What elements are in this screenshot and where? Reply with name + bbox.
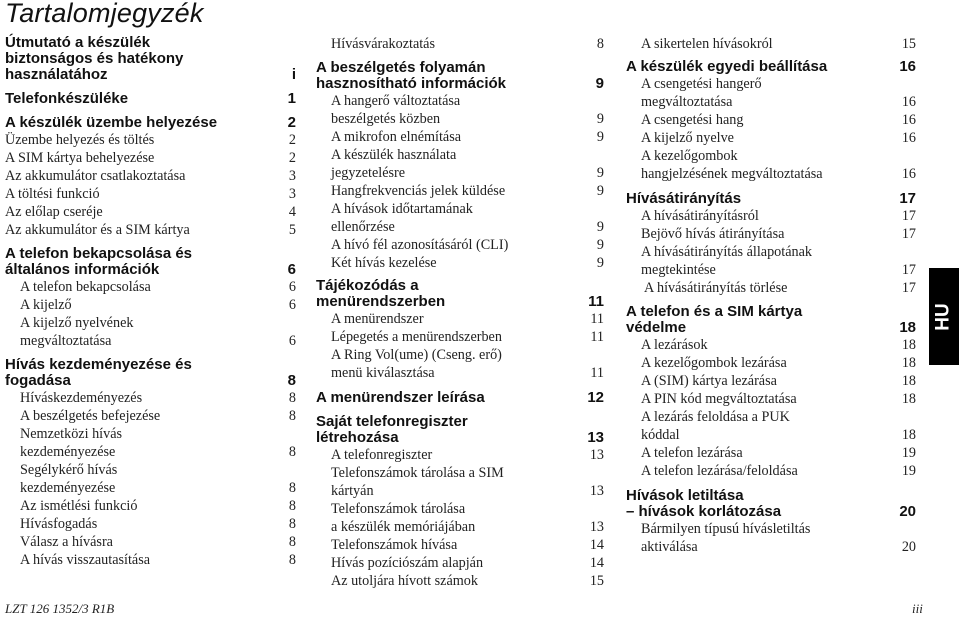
toc-entry: [626, 372, 916, 390]
toc-entry: [316, 200, 604, 236]
toc-entry: [626, 243, 916, 279]
toc-page-number: 8: [288, 408, 296, 424]
toc-entry: [5, 497, 296, 515]
toc-page-number: 20: [901, 539, 916, 555]
toc-entry: [316, 128, 604, 146]
toc-entry-text: Bármilyen típusú hívásletiltás aktiválása: [641, 521, 811, 555]
toc-heading-text: A beszélgetés folyamán hasznosítható információk: [316, 59, 507, 92]
toc-entry-text: A lezárások: [641, 337, 708, 353]
toc-page-number: 18: [901, 427, 916, 443]
toc-entry-text: A hívó fél azonosításáról (CLI): [331, 237, 509, 253]
toc-entry-text: A hívások időtartamának ellenőrzése: [331, 201, 473, 235]
toc-entry-text: A töltési funkció: [5, 186, 100, 202]
toc-page-number: 5: [288, 222, 296, 238]
toc-page-number: 8: [288, 534, 296, 550]
toc-entry: [5, 185, 296, 203]
toc-section-heading: [5, 35, 296, 83]
toc-entry: [626, 336, 916, 354]
toc-page-number: 17: [901, 226, 916, 242]
footer-page-number: iii: [912, 601, 923, 616]
toc-entry: [626, 279, 916, 297]
toc-entry: [5, 425, 296, 461]
toc-page-number: 16: [901, 166, 916, 182]
toc-entry: [316, 536, 604, 554]
toc-entry-text: A telefonregiszter: [331, 447, 433, 463]
toc-heading-text: Hívások letiltása – hívások korlátozása: [626, 487, 782, 520]
toc-entry-text: A (SIM) kártya lezárása: [641, 373, 777, 389]
toc-section-heading: [316, 390, 604, 406]
toc-page-number: 18: [901, 337, 916, 353]
toc-entry: [626, 225, 916, 243]
toc-page-number: 18: [901, 355, 916, 371]
toc-entry-text: Két hívás kezelése: [331, 255, 437, 271]
toc-entry-text: A hívásátirányításról: [641, 208, 759, 224]
toc-entry: [5, 533, 296, 551]
toc-page-number: 8: [288, 480, 296, 496]
toc-entry: [5, 389, 296, 407]
toc-entry-text: A lezárás feloldása a PUK kóddal: [641, 409, 790, 443]
toc-page-number: i: [291, 66, 296, 83]
toc-entry-text: Válasz a hívásra: [20, 534, 113, 550]
toc-entry-text: A beszélgetés befejezése: [20, 408, 161, 424]
toc-page-number: 9: [596, 111, 604, 127]
toc-page-number: 6: [288, 279, 296, 295]
toc-entry: [626, 408, 916, 444]
toc-entry-text: A hangerő változtatása beszélgetés közben: [331, 93, 461, 127]
toc-entry-text: A mikrofon elnémítása: [331, 129, 462, 145]
toc-page-number: 18: [899, 319, 916, 336]
toc-entry: [316, 236, 604, 254]
toc-entry: [5, 551, 296, 569]
footer-doc-id: LZT 126 1352/3 R1B: [5, 601, 115, 616]
toc-column-3: [626, 35, 916, 556]
toc-heading-text: A készülék üzembe helyezése: [5, 114, 218, 131]
page-title: Tartalomjegyzék: [5, 0, 204, 28]
toc-entry: [626, 207, 916, 225]
toc-entry-text: A hívásátirányítás törlése: [644, 280, 788, 296]
toc-section-heading: [5, 115, 296, 131]
toc-entry: [316, 310, 604, 328]
toc-entry: [316, 182, 604, 200]
toc-entry-text: Telefonszámok tárolása a SIM kártyán: [331, 465, 504, 499]
toc-page-number: 8: [596, 36, 604, 52]
toc-entry: [316, 572, 604, 590]
toc-entry: [316, 500, 604, 536]
toc-page-number: 18: [901, 373, 916, 389]
toc-heading-text: Útmutató a készülék biztonságos és hatékony használatához: [5, 34, 184, 83]
toc-entry-text: Telefonszámok tárolása a készülék memóriájában: [331, 501, 476, 535]
toc-page-number: 6: [288, 333, 296, 349]
toc-page-number: 2: [288, 150, 296, 166]
toc-entry-text: A telefon lezárása: [641, 445, 743, 461]
toc-entry-text: A kijelző nyelvének megváltoztatása: [20, 315, 134, 349]
toc-heading-text: A telefon bekapcsolása és általános információk: [5, 245, 193, 278]
toc-entry: [5, 461, 296, 497]
toc-entry: [626, 35, 916, 53]
toc-entry: [5, 167, 296, 185]
toc-page-number: 16: [901, 112, 916, 128]
toc-entry: [316, 554, 604, 572]
toc-page-number: 14: [589, 537, 604, 553]
toc-heading-text: Saját telefonregiszter létrehozása: [316, 413, 468, 446]
toc-page-number: 15: [589, 573, 604, 589]
toc-entry: [316, 464, 604, 500]
toc-section-heading: [316, 60, 604, 92]
toc-section-heading: [626, 59, 916, 75]
toc-page-number: 19: [901, 463, 916, 479]
toc-entry-text: Segélykérő hívás kezdeményezése: [20, 462, 118, 496]
toc-heading-text: A menürendszer leírása: [316, 389, 485, 406]
toc-entry-text: Az előlap cseréje: [5, 204, 103, 220]
toc-entry: [5, 314, 296, 350]
toc-page-number: 8: [288, 390, 296, 406]
toc-entry-text: A sikertelen hívásokról: [641, 36, 773, 52]
toc-entry: [626, 75, 916, 111]
toc-page-number: 2: [287, 114, 296, 131]
toc-entry: [5, 515, 296, 533]
toc-entry: [316, 346, 604, 382]
toc-page-number: 20: [899, 503, 916, 520]
toc-entry: [316, 328, 604, 346]
toc-entry-text: Az ismétlési funkció: [20, 498, 138, 514]
toc-section-heading: [316, 278, 604, 310]
toc-page-number: 9: [596, 255, 604, 271]
toc-page-number: 9: [596, 219, 604, 235]
toc-entry-text: Lépegetés a menürendszerben: [331, 329, 502, 345]
toc-entry: [626, 520, 916, 556]
toc-page-number: 13: [589, 519, 604, 535]
toc-entry: [5, 278, 296, 296]
toc-heading-text: Telefonkészüléke: [5, 90, 129, 107]
toc-page-number: 8: [288, 498, 296, 514]
toc-entry-text: Az utoljára hívott számok: [331, 573, 478, 589]
toc-entry-text: A hívás visszautasítása: [20, 552, 151, 568]
toc-section-heading: [5, 91, 296, 107]
toc-section-heading: [626, 191, 916, 207]
toc-page-number: 6: [288, 297, 296, 313]
toc-entry-text: A csengetési hang: [641, 112, 744, 128]
toc-page-number: 13: [589, 447, 604, 463]
toc-entry-text: A hívásátirányítás állapotának megtekintése: [641, 244, 812, 278]
toc-page-number: 8: [288, 444, 296, 460]
toc-entry: [626, 354, 916, 372]
toc-entry: [316, 35, 604, 53]
toc-entry-text: A SIM kártya behelyezése: [5, 150, 155, 166]
toc-entry: [626, 390, 916, 408]
toc-page-number: 14: [589, 555, 604, 571]
toc-entry: [5, 149, 296, 167]
toc-entry: [316, 92, 604, 128]
toc-entry-text: Hívás pozíciószám alapján: [331, 555, 484, 571]
toc-entry-text: A Ring Vol(ume) (Cseng. erő) menü kiválasztása: [331, 347, 502, 381]
toc-entry-text: Hívásvárakoztatás: [331, 36, 435, 52]
toc-entry: [626, 444, 916, 462]
toc-entry-text: A csengetési hangerő megváltoztatása: [641, 76, 762, 110]
toc-entry: [316, 446, 604, 464]
toc-page-number: 2: [288, 132, 296, 148]
toc-page-number: 1: [287, 90, 296, 107]
toc-page-number: 17: [899, 190, 916, 207]
toc-entry: [5, 221, 296, 239]
toc-page-number: 16: [901, 130, 916, 146]
toc-entry: [5, 131, 296, 149]
toc-entry: [626, 129, 916, 147]
toc-page-number: 16: [901, 94, 916, 110]
toc-entry: [626, 462, 916, 480]
toc-page-number: 13: [589, 483, 604, 499]
toc-entry: [5, 296, 296, 314]
toc-section-heading: [316, 414, 604, 446]
toc-entry-text: Az akkumulátor és a SIM kártya: [5, 222, 190, 238]
toc-page-number: 11: [588, 293, 604, 310]
toc-entry-text: Nemzetközi hívás kezdeményezése: [20, 426, 123, 460]
toc-heading-text: Tájékozódás a menürendszerben: [316, 277, 446, 310]
toc-page-number: 11: [590, 329, 604, 345]
toc-entry-text: Hangfrekvenciás jelek küldése: [331, 183, 506, 199]
toc-page-number: 9: [596, 183, 604, 199]
toc-entry-text: A PIN kód megváltoztatása: [641, 391, 797, 407]
toc-entry-text: A menürendszer: [331, 311, 424, 327]
toc-entry-text: A telefon bekapcsolása: [20, 279, 151, 295]
toc-page-number: 9: [596, 237, 604, 253]
toc-section-heading: [626, 304, 916, 336]
toc-page-number: 15: [901, 36, 916, 52]
toc-entry-text: A kijelző: [20, 297, 72, 313]
toc-entry: [626, 147, 916, 183]
toc-entry: [626, 111, 916, 129]
toc-entry: [5, 203, 296, 221]
toc-page-number: 17: [901, 208, 916, 224]
toc-entry-text: Az akkumulátor csatlakoztatása: [5, 168, 186, 184]
toc-entry: [5, 407, 296, 425]
toc-page-number: 17: [901, 262, 916, 278]
toc-page-number: 12: [587, 389, 604, 406]
toc-entry-text: A kezelőgombok hangjelzésének megváltoztatása: [641, 148, 823, 182]
toc-page-number: 11: [590, 311, 604, 327]
toc-page-number: 9: [596, 129, 604, 145]
toc-heading-text: Hívás kezdeményezése és fogadása: [5, 356, 192, 389]
language-tab-label: HU: [932, 302, 954, 331]
toc-entry: [316, 254, 604, 272]
toc-section-heading: [626, 488, 916, 520]
toc-page-number: 8: [288, 552, 296, 568]
toc-page-number: 18: [901, 391, 916, 407]
toc-entry-text: A telefon lezárása/feloldása: [641, 463, 798, 479]
toc-page-number: 17: [901, 280, 916, 296]
toc-entry-text: Üzembe helyezés és töltés: [5, 132, 155, 148]
toc-column-1: [5, 35, 296, 569]
toc-page-number: 13: [587, 429, 604, 446]
toc-page-number: 8: [287, 372, 296, 389]
toc-page-number: 4: [288, 204, 296, 220]
toc-page-number: 19: [901, 445, 916, 461]
toc-heading-text: Hívásátirányítás: [626, 190, 742, 207]
toc-page-number: 6: [287, 261, 296, 278]
toc-page-number: 3: [288, 168, 296, 184]
toc-heading-text: A készülék egyedi beállítása: [626, 58, 828, 75]
toc-entry-text: Telefonszámok hívása: [331, 537, 458, 553]
toc-section-heading: [5, 357, 296, 389]
toc-entry-text: Híváskezdeményezés: [20, 390, 143, 406]
toc-entry: [316, 146, 604, 182]
toc-page-number: 9: [595, 75, 604, 92]
toc-page-number: 9: [596, 165, 604, 181]
toc-page-number: 3: [288, 186, 296, 202]
toc-page-number: 8: [288, 516, 296, 532]
toc-entry-text: A kezelőgombok lezárása: [641, 355, 787, 371]
toc-entry-text: Hívásfogadás: [20, 516, 98, 532]
toc-entry-text: A kijelző nyelve: [641, 130, 734, 146]
toc-page-number: 16: [899, 58, 916, 75]
toc-section-heading: [5, 246, 296, 278]
toc-entry-text: A készülék használata jegyzetelésre: [331, 147, 457, 181]
toc-column-2: [316, 35, 604, 590]
language-tab: [929, 268, 959, 365]
toc-entry-text: Bejövő hívás átirányítása: [641, 226, 785, 242]
toc-heading-text: A telefon és a SIM kártya védelme: [626, 303, 803, 336]
toc-page-number: 11: [590, 365, 604, 381]
